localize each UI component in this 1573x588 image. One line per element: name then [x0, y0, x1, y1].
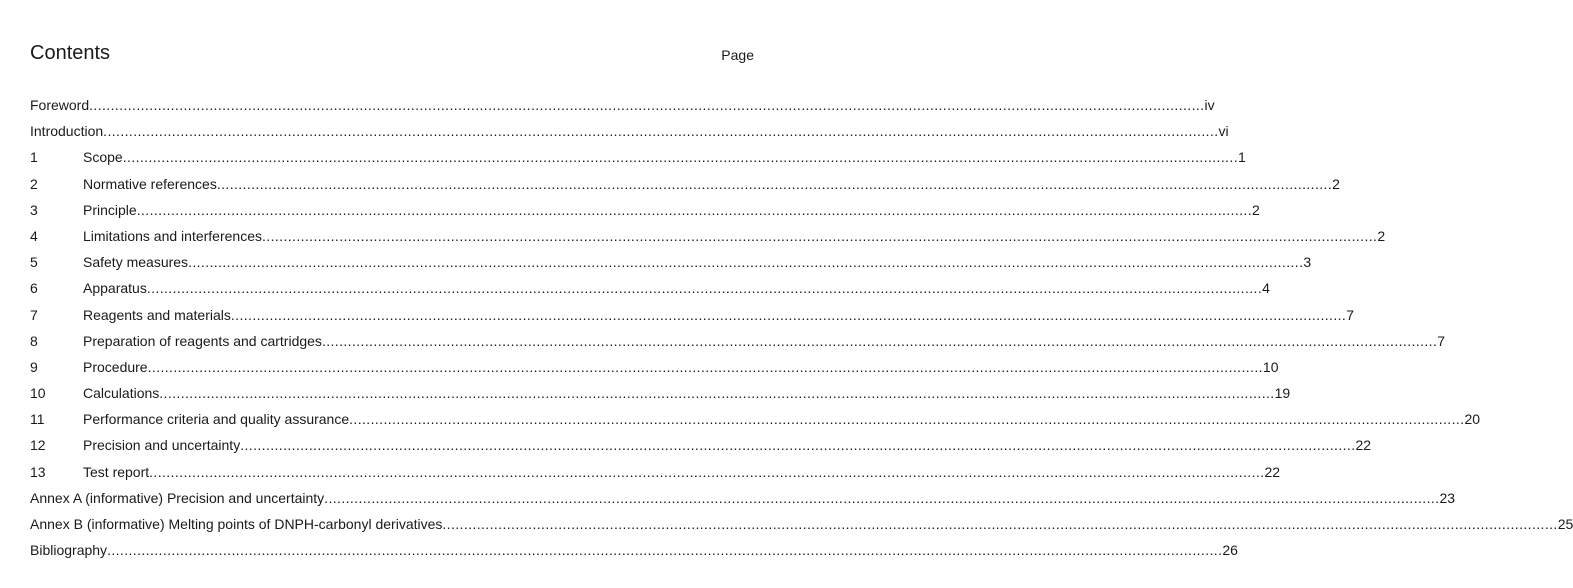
toc-entry[interactable] [30, 436, 1372, 462]
table-of-contents [30, 96, 1573, 567]
dot-leader: .................................................................................................................................................................................................................................................................... [321, 332, 1438, 349]
dot-leader: .................................................................................................................................................................................................................................................................... [262, 227, 1378, 244]
toc-entry-page: 7 [1346, 306, 1354, 323]
dot-leader: .................................................................................................................................................................................................................................................................... [188, 254, 1304, 271]
toc-entry[interactable] [30, 227, 1386, 253]
toc-entry-number: 6 [30, 280, 38, 297]
toc-entry-page: 3 [1303, 254, 1312, 271]
toc-entry-title: Procedure [83, 358, 148, 375]
dot-leader: .................................................................................................................................................................................................................................................................... [159, 385, 1275, 402]
toc-entry[interactable] [30, 410, 1481, 436]
toc-entry-title: Performance criteria and quality assurance [83, 411, 350, 428]
dot-leader: .................................................................................................................................................................................................................................................................... [324, 489, 1440, 506]
toc-entry[interactable] [30, 489, 1456, 515]
toc-entry-title: Safety measures [83, 254, 189, 271]
toc-entry-page: 2 [1377, 227, 1386, 244]
toc-entry[interactable] [30, 358, 1279, 384]
toc-entry-title: Test report [83, 463, 150, 480]
toc-entry-number: 7 [30, 306, 38, 323]
toc-entry-page: 23 [1439, 489, 1456, 506]
page-title: Contents [30, 42, 111, 64]
toc-entry-page: 10 [1262, 358, 1279, 375]
dot-leader: .................................................................................................................................................................................................................................................................... [146, 280, 1263, 297]
dot-leader: .................................................................................................................................................................................................................................................................... [89, 97, 1205, 113]
toc-entry-number: 1 [30, 149, 38, 166]
toc-entry[interactable] [30, 175, 1340, 201]
toc-entry-page: 4 [1262, 280, 1270, 297]
toc-entry-title: Preparation of reagents and cartridges [83, 332, 322, 349]
toc-entry-title: Annex A (informative) Precision and uncertainty [30, 489, 325, 506]
toc-entry[interactable] [30, 148, 1246, 174]
dot-leader: .................................................................................................................................................................................................................................................................... [216, 175, 1333, 192]
toc-entry-title: Principle [83, 201, 137, 218]
toc-entry-title: Scope [83, 149, 123, 166]
toc-entry-page: 22 [1355, 437, 1372, 454]
toc-entry-title: Introduction [30, 123, 104, 140]
toc-entry-number: 2 [30, 175, 38, 192]
toc-entry-page: vi [1218, 123, 1229, 140]
toc-entry-title: Foreword [30, 97, 90, 113]
toc-entry-number: 9 [30, 358, 38, 375]
toc-entry-page: 7 [1437, 332, 1446, 349]
toc-entry-title: Normative references [83, 175, 217, 192]
toc-entry[interactable] [30, 306, 1354, 332]
toc-entry-number: 10 [30, 385, 46, 402]
contents-heading [30, 40, 754, 70]
toc-entry-page: 25 [1557, 516, 1573, 532]
toc-entry[interactable] [30, 384, 1291, 410]
toc-entry[interactable] [30, 541, 1238, 567]
toc-entry-page: 1 [1238, 149, 1246, 166]
toc-entry-page: 2 [1252, 201, 1260, 218]
toc-entry-title: Apparatus [83, 280, 147, 297]
toc-entry-number: 13 [30, 463, 46, 480]
toc-entry[interactable] [30, 122, 1229, 148]
toc-entry[interactable] [30, 253, 1312, 279]
dot-leader: .................................................................................................................................................................................................................................................................... [107, 542, 1223, 559]
toc-entry[interactable] [30, 279, 1270, 305]
dot-leader: .................................................................................................................................................................................................................................................................... [442, 516, 1558, 532]
toc-entry-number: 4 [30, 227, 38, 244]
page-column-label: Page [721, 47, 754, 63]
toc-entry[interactable] [30, 201, 1260, 227]
dot-leader: .................................................................................................................................................................................................................................................................... [230, 306, 1347, 323]
toc-entry-title: Precision and uncertainty [83, 437, 241, 454]
dot-leader: .................................................................................................................................................................................................................................................................... [103, 123, 1219, 140]
toc-entry-title: Annex B (informative) Melting points of DNPH-carbonyl derivatives [30, 516, 443, 532]
toc-entry-number: 12 [30, 437, 46, 454]
dot-leader: .................................................................................................................................................................................................................................................................... [349, 411, 1465, 428]
toc-entry-number: 8 [30, 332, 38, 349]
toc-entry-page: 20 [1464, 411, 1481, 428]
toc-entry[interactable] [30, 96, 1215, 122]
dot-leader: .................................................................................................................................................................................................................................................................... [149, 463, 1265, 480]
dot-leader: .................................................................................................................................................................................................................................................................... [147, 358, 1263, 375]
toc-entry-number: 3 [30, 201, 38, 218]
toc-entry[interactable] [30, 515, 1573, 541]
toc-entry-number: 11 [30, 411, 45, 428]
dot-leader: .................................................................................................................................................................................................................................................................... [122, 149, 1239, 166]
toc-entry-page: 22 [1264, 463, 1281, 480]
toc-entry-page: 26 [1222, 542, 1238, 559]
toc-entry-page: 2 [1332, 175, 1340, 192]
dot-leader: .................................................................................................................................................................................................................................................................... [136, 201, 1253, 218]
toc-entry[interactable] [30, 463, 1281, 489]
toc-entry-title: Bibliography [30, 542, 108, 559]
toc-entry-number: 5 [30, 254, 38, 271]
toc-entry[interactable] [30, 332, 1446, 358]
toc-entry-title: Reagents and materials [83, 306, 231, 323]
dot-leader: .................................................................................................................................................................................................................................................................... [240, 437, 1356, 454]
toc-entry-page: 19 [1274, 385, 1291, 402]
toc-entry-title: Calculations [83, 385, 160, 402]
toc-entry-page: iv [1204, 97, 1215, 113]
toc-entry-title: Limitations and interferences [83, 227, 262, 244]
